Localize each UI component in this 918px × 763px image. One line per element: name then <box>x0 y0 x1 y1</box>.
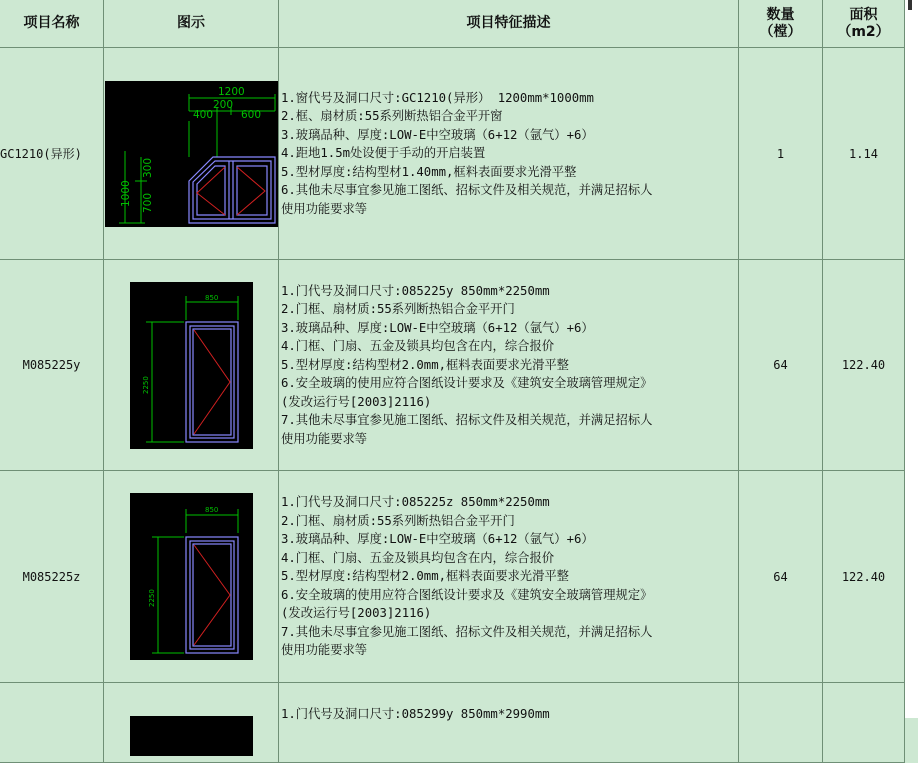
description-line: 2.门框、扇材质:55系列断热铝合金平开门 <box>281 302 515 317</box>
description-line: 1.门代号及洞口尺寸:085225y 850mm*2250mm <box>281 283 550 298</box>
description-line: 5.型材厚度:结构型材2.0mm,框料表面要求光滑平整 <box>281 357 569 372</box>
item-name-text: GC1210(异形) <box>0 147 82 161</box>
description-list <box>281 89 652 219</box>
quantity-text: 1 <box>776 146 785 161</box>
table-cell-item-name[interactable] <box>0 683 104 763</box>
dim-total-height: 1000 <box>119 179 132 207</box>
dim-height-2: 700 <box>141 192 154 213</box>
description-line: 使用功能要求等 <box>281 431 368 446</box>
header-quantity[interactable] <box>739 0 823 48</box>
dim-door-width: 850 <box>204 293 218 302</box>
header-figure-text: 图示 <box>177 15 205 31</box>
table-cell-description[interactable] <box>279 683 739 763</box>
door-drawing-image <box>130 282 253 449</box>
item-name-text: M085225z <box>22 569 81 584</box>
item-name-text: M085225y <box>22 358 81 372</box>
description-line: 1.门代号及洞口尺寸:085299y 850mm*2990mm <box>281 707 550 721</box>
table-cell-figure[interactable] <box>104 260 279 471</box>
table-cell-description[interactable] <box>279 471 739 683</box>
door-drawing-image <box>130 493 253 660</box>
header-quantity-line1: 数量 <box>766 6 795 23</box>
description-line: 6.安全玻璃的使用应符合图纸设计要求及《建筑安全玻璃管理规定》 <box>281 587 653 602</box>
table-cell-quantity[interactable] <box>739 683 823 763</box>
table-cell-figure[interactable] <box>104 471 279 683</box>
description-line: 2.框、扇材质:55系列断热铝合金平开窗 <box>281 109 503 124</box>
description-line: 1.门代号及洞口尺寸:085225z 850mm*2250mm <box>281 495 550 510</box>
table-cell-area[interactable] <box>823 48 905 260</box>
header-item-name-text: 项目名称 <box>23 15 80 31</box>
dim-door-height: 2250 <box>141 375 150 394</box>
header-description[interactable] <box>279 0 739 48</box>
description-line: (发改运行号[2003]2116) <box>281 606 432 621</box>
door-drawing-image <box>130 716 253 756</box>
window-drawing-image <box>105 81 278 227</box>
description-list <box>281 282 652 449</box>
description-line: 3.玻璃品种、厚度:LOW-E中空玻璃（6+12（氩气）+6） <box>281 532 594 547</box>
table-cell-area[interactable] <box>823 683 905 763</box>
description-line: 3.玻璃品种、厚度:LOW-E中空玻璃（6+12（氩气）+6） <box>281 127 594 142</box>
description-line: 4.门框、门扇、五金及锁具均包含在内，综合报价 <box>281 339 555 354</box>
quantity-text: 64 <box>773 358 788 372</box>
description-line: 6.安全玻璃的使用应符合图纸设计要求及《建筑安全玻璃管理规定》 <box>281 376 653 391</box>
table-cell-item-name[interactable] <box>0 260 104 471</box>
table-cell-quantity[interactable] <box>739 471 823 683</box>
description-line: 7.其他未尽事宜参见施工图纸、招标文件及相关规范，并满足招标人 <box>281 413 653 428</box>
description-line: 使用功能要求等 <box>281 201 368 216</box>
description-line: 5.型材厚度:结构型材1.40mm,框料表面要求光滑平整 <box>281 164 577 179</box>
column-marker <box>908 0 912 10</box>
table-cell-area[interactable] <box>823 471 905 683</box>
dim-door-width: 850 <box>204 506 218 514</box>
description-line: 使用功能要求等 <box>281 643 368 658</box>
description-line: (发改运行号[2003]2116) <box>281 394 432 409</box>
table-cell-item-name[interactable] <box>0 48 104 260</box>
next-column-edge[interactable] <box>904 0 918 718</box>
header-area-line2: （m2） <box>837 23 890 40</box>
quantity-text: 64 <box>773 569 788 584</box>
table-cell-area[interactable] <box>823 260 905 471</box>
header-area-line1: 面积 <box>849 6 878 23</box>
table-cell-quantity[interactable] <box>739 260 823 471</box>
header-figure[interactable] <box>104 0 279 48</box>
header-quantity-line2: （樘） <box>759 23 802 40</box>
area-text: 122.40 <box>841 358 886 372</box>
header-description-text: 项目特征描述 <box>466 15 551 31</box>
description-line: 2.门框、扇材质:55系列断热铝合金平开门 <box>281 513 515 528</box>
table-cell-figure[interactable] <box>104 48 279 260</box>
description-line: 4.距地1.5m处设便于手动的开启装置 <box>281 146 486 161</box>
description-list <box>281 705 550 724</box>
description-line: 6.其他未尽事宜参见施工图纸、招标文件及相关规范，并满足招标人 <box>281 183 653 198</box>
table-cell-description[interactable] <box>279 260 739 471</box>
area-text: 1.14 <box>849 146 878 161</box>
description-line: 5.型材厚度:结构型材2.0mm,框料表面要求光滑平整 <box>281 569 569 584</box>
table-cell-description[interactable] <box>279 48 739 260</box>
header-area[interactable] <box>823 0 905 48</box>
table-cell-figure[interactable] <box>104 683 279 763</box>
description-list <box>281 493 652 660</box>
description-line: 1.窗代号及洞口尺寸:GC1210(异形） 1200mm*1000mm <box>281 90 594 105</box>
description-line: 3.玻璃品种、厚度:LOW-E中空玻璃（6+12（氩气）+6） <box>281 320 594 335</box>
dim-total-width: 1200 <box>217 85 245 98</box>
table-cell-quantity[interactable] <box>739 48 823 260</box>
description-line: 7.其他未尽事宜参见施工图纸、招标文件及相关规范，并满足招标人 <box>281 624 653 639</box>
table-cell-item-name[interactable] <box>0 471 104 683</box>
dim-door-height: 2250 <box>147 589 156 607</box>
dim-width-1: 200 <box>212 98 233 111</box>
dim-width-3: 600 <box>240 108 261 121</box>
dim-height-1: 300 <box>141 157 154 178</box>
description-line: 4.门框、门扇、五金及锁具均包含在内，综合报价 <box>281 550 555 565</box>
area-text: 122.40 <box>841 569 886 584</box>
dim-width-2: 400 <box>192 108 213 121</box>
header-item-name[interactable] <box>0 0 104 48</box>
